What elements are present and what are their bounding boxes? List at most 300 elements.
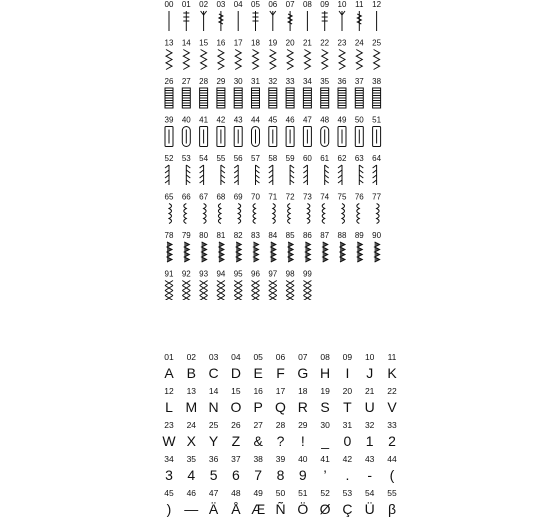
stitch-number: 62	[337, 154, 347, 163]
stitch-number: 23	[337, 38, 347, 48]
stitch-cell	[199, 231, 208, 262]
stitch-number: 03	[216, 0, 226, 9]
stitch-cell	[268, 0, 277, 31]
stitch-number: 12	[372, 0, 382, 9]
stitch-cell	[338, 116, 347, 147]
stitch-number: 00	[164, 0, 174, 9]
alphabet-cell	[253, 454, 263, 483]
stitch-number: 35	[320, 77, 330, 86]
character-glyph: Ñ	[275, 501, 286, 517]
alphabet-cell	[365, 488, 375, 517]
stitch-number: 06	[268, 0, 278, 9]
stitch-number: 81	[216, 231, 226, 240]
alphabet-cell	[164, 488, 174, 517]
character-number: 52	[320, 488, 330, 498]
character-number: 54	[364, 488, 375, 498]
stitch-number: 25	[372, 38, 382, 48]
stitch-pattern-icon	[219, 11, 223, 31]
stitch-number: 20	[285, 38, 295, 48]
stitch-cell	[182, 270, 191, 301]
alphabet-cell	[187, 454, 197, 483]
character-glyph: G	[297, 365, 309, 381]
character-glyph: )	[166, 501, 172, 517]
stitch-pattern-icon	[339, 50, 345, 70]
character-number: 50	[275, 488, 286, 498]
stitch-cell	[268, 154, 277, 185]
character-number: 13	[186, 386, 197, 396]
alphabet-cell	[209, 352, 219, 381]
character-number: 16	[253, 386, 263, 396]
stitch-cell	[355, 154, 364, 185]
stitch-pattern-icon	[373, 165, 377, 185]
character-glyph: D	[230, 365, 241, 381]
stitch-pattern-icon	[182, 281, 190, 301]
stitch-cell	[355, 77, 364, 108]
stitch-pattern-icon	[303, 165, 307, 185]
character-number: 15	[231, 386, 241, 396]
stitch-cell	[320, 0, 329, 31]
stitch-number: 98	[285, 269, 295, 279]
character-glyph: Æ	[251, 501, 266, 517]
character-glyph: ?	[276, 433, 285, 449]
stitch-pattern-icon	[167, 242, 172, 262]
alphabet-cell	[253, 386, 263, 415]
stitch-number: 84	[268, 231, 278, 240]
stitch-number: 37	[354, 77, 364, 86]
stitch-number: 33	[285, 77, 295, 86]
stitch-number: 36	[337, 77, 347, 86]
stitch-cell	[355, 39, 364, 70]
character-number: 24	[186, 420, 197, 430]
stitch-cell	[182, 116, 191, 147]
stitch-cell	[286, 77, 295, 108]
stitch-number: 73	[302, 192, 312, 202]
alphabet-cell	[387, 386, 397, 415]
character-number: 25	[208, 420, 219, 430]
stitch-cell	[165, 193, 174, 224]
alphabet-cell	[298, 420, 308, 449]
stitch-cell	[320, 231, 329, 262]
character-number: 20	[342, 386, 353, 396]
character-number: 06	[275, 352, 286, 362]
character-glyph: !	[300, 433, 305, 449]
character-glyph: 0	[343, 433, 352, 449]
character-glyph: F	[276, 365, 285, 381]
character-number: 39	[275, 454, 286, 464]
stitch-pattern-icon	[200, 88, 208, 108]
stitch-number: 10	[337, 0, 347, 9]
stitch-cell	[165, 116, 174, 147]
alphabet-cell	[298, 454, 308, 483]
stitch-pattern-icon	[323, 242, 328, 262]
stitch-cell	[268, 193, 277, 224]
character-number: 49	[253, 488, 263, 498]
stitch-cell	[234, 154, 243, 185]
alphabet-cell	[231, 454, 241, 483]
stitch-cell	[303, 270, 312, 301]
character-number: 53	[342, 488, 353, 498]
stitch-number: 11	[355, 0, 364, 9]
stitch-number: 15	[199, 38, 209, 48]
character-glyph: 7	[254, 467, 263, 483]
character-glyph: N	[208, 399, 219, 415]
stitch-cell	[372, 77, 381, 108]
character-number: 05	[253, 352, 263, 362]
alphabet-cell	[275, 488, 285, 517]
alphabet-cell	[230, 386, 241, 415]
stitch-number: 52	[164, 154, 174, 163]
character-number: 32	[364, 420, 375, 430]
character-number: 42	[342, 454, 353, 464]
stitch-cell	[268, 231, 277, 262]
stitch-pattern-icon	[234, 281, 242, 301]
character-glyph: 2	[388, 433, 396, 449]
stitch-pattern-icon	[253, 204, 256, 224]
stitch-number: 08	[302, 0, 312, 9]
stitch-cell	[251, 154, 260, 185]
character-number: 37	[231, 454, 241, 464]
character-glyph: ’	[323, 467, 327, 483]
stitch-cell	[199, 270, 208, 301]
stitch-pattern-icon	[183, 11, 189, 31]
character-glyph: β	[387, 501, 397, 517]
stitch-number: 27	[181, 77, 191, 86]
stitch-pattern-icon	[269, 165, 273, 185]
stitch-number: 46	[285, 115, 295, 125]
character-glyph: 5	[209, 467, 218, 483]
alphabet-cell	[276, 352, 286, 381]
stitch-number: 68	[216, 192, 226, 202]
stitch-cell	[303, 193, 312, 224]
character-glyph: R	[297, 399, 308, 415]
character-glyph: 8	[276, 467, 285, 483]
alphabet-cell	[365, 454, 375, 483]
alphabet-cell	[343, 420, 353, 449]
character-number: 34	[164, 454, 174, 464]
alphabet-character-chart	[158, 351, 403, 517]
stitch-number: 64	[372, 154, 382, 163]
stitch-pattern-icon	[290, 165, 294, 185]
stitch-number: 86	[302, 231, 312, 240]
stitch-pattern-icon	[322, 204, 325, 224]
stitch-pattern-icon	[286, 127, 294, 147]
stitch-number: 74	[320, 192, 330, 202]
character-number: 23	[164, 420, 174, 430]
character-number: 12	[164, 386, 174, 396]
stitch-pattern-icon	[236, 242, 241, 262]
stitch-cell	[320, 154, 329, 185]
character-glyph: H	[320, 365, 331, 381]
stitch-pattern-icon	[219, 242, 224, 262]
stitch-pattern-icon	[286, 281, 294, 301]
stitch-pattern-icon	[169, 204, 172, 224]
character-glyph: 6	[232, 467, 240, 483]
stitch-cell	[338, 193, 347, 224]
stitch-number: 18	[251, 38, 260, 48]
stitch-cell	[216, 77, 225, 108]
stitch-pattern-icon	[340, 242, 345, 262]
alphabet-cell	[164, 454, 174, 483]
alphabet-cell	[164, 352, 174, 381]
stitch-number: 48	[320, 115, 330, 125]
stitch-pattern-icon	[374, 50, 380, 70]
stitch-pattern-icon	[235, 50, 241, 70]
character-number: 17	[275, 386, 286, 396]
stitch-cell	[234, 39, 243, 70]
alphabet-cell	[320, 420, 330, 449]
stitch-cell	[165, 77, 174, 108]
stitch-cell	[216, 0, 225, 31]
stitch-number: 56	[233, 154, 243, 163]
stitch-pattern-icon	[234, 88, 242, 108]
stitch-number: 67	[199, 192, 209, 202]
stitch-pattern-icon	[357, 204, 360, 224]
stitch-number: 63	[354, 154, 364, 163]
alphabet-cell	[162, 420, 176, 449]
character-glyph: P	[253, 399, 263, 415]
character-glyph: W	[162, 433, 176, 449]
stitch-cell	[182, 231, 191, 262]
stitch-pattern-icon	[165, 281, 173, 301]
stitch-cell	[372, 154, 381, 185]
alphabet-cell	[275, 386, 286, 415]
character-glyph: 1	[365, 433, 374, 449]
stitch-cell	[199, 39, 208, 70]
stitch-number: 82	[233, 231, 243, 240]
character-number: 43	[364, 454, 375, 464]
stitch-pattern-icon	[325, 165, 329, 185]
character-glyph: O	[230, 399, 242, 415]
stitch-number: 91	[164, 269, 174, 279]
stitch-pattern-icon	[270, 50, 276, 70]
character-number: 44	[387, 454, 397, 464]
stitch-number: 55	[216, 154, 226, 163]
character-number: 45	[164, 488, 174, 498]
stitch-number: 75	[337, 192, 347, 202]
stitch-cell	[338, 77, 347, 108]
stitch-number: 93	[199, 269, 209, 279]
stitch-cell	[372, 231, 381, 262]
stitch-cell	[216, 154, 225, 185]
stitch-pattern-icon	[322, 11, 328, 31]
character-glyph: Q	[275, 399, 286, 415]
stitch-pattern-icon	[342, 204, 345, 224]
stitch-pattern-icon	[359, 165, 363, 185]
stitch-cell	[234, 0, 243, 31]
stitch-number: 05	[251, 0, 260, 9]
stitch-pattern-icon	[373, 88, 381, 108]
stitch-pattern-icon	[286, 88, 294, 108]
stitch-pattern-icon	[273, 204, 276, 224]
character-number: 26	[231, 420, 241, 430]
stitch-number: 49	[337, 115, 347, 125]
character-glyph: U	[364, 399, 375, 415]
stitch-cell	[320, 39, 329, 70]
character-glyph: -	[367, 467, 373, 483]
alphabet-cell	[209, 454, 219, 483]
stitch-number: 43	[233, 115, 243, 125]
stitch-number: 09	[320, 0, 330, 9]
character-glyph: E	[253, 365, 263, 381]
stitch-pattern-icon	[338, 165, 342, 185]
stitch-number: 95	[233, 269, 243, 279]
character-number: 27	[253, 420, 263, 430]
stitch-number: 02	[199, 0, 209, 9]
stitch-cell	[199, 0, 208, 31]
stitch-cell	[286, 0, 295, 31]
stitch-cell	[338, 154, 347, 185]
stitch-number: 28	[199, 77, 209, 86]
character-glyph: J	[366, 365, 374, 381]
character-number: 35	[186, 454, 197, 464]
character-number: 21	[364, 386, 375, 396]
stitch-pattern-icon	[321, 127, 329, 147]
stitch-cell	[303, 0, 312, 31]
stitch-number: 99	[302, 269, 312, 279]
stitch-pattern-icon	[270, 11, 276, 31]
character-number: 31	[342, 420, 353, 430]
stitch-cell	[234, 270, 243, 301]
stitch-number: 76	[354, 192, 364, 202]
alphabet-cell	[276, 420, 286, 449]
stitch-number: 54	[199, 154, 209, 163]
stitch-number: 22	[320, 38, 330, 48]
stitch-cell	[355, 193, 364, 224]
stitch-number: 70	[251, 192, 260, 202]
stitch-pattern-icon	[184, 204, 187, 224]
stitch-number: 16	[216, 38, 226, 48]
stitch-cell	[182, 0, 191, 31]
alphabet-cell	[209, 420, 219, 449]
character-number: 07	[298, 352, 308, 362]
stitch-pattern-icon	[355, 127, 363, 147]
stitch-cell	[268, 270, 277, 301]
character-glyph: S	[320, 399, 330, 415]
stitch-pattern-icon	[200, 127, 208, 147]
stitch-pattern-icon	[182, 88, 190, 108]
stitch-pattern-icon	[165, 127, 173, 147]
character-number: 33	[387, 420, 397, 430]
character-glyph: L	[165, 399, 173, 415]
stitch-number: 87	[320, 231, 330, 240]
stitch-number: 50	[354, 115, 364, 125]
alphabet-cell	[387, 454, 397, 483]
alphabet-cell	[231, 420, 241, 449]
stitch-pattern-icon	[322, 50, 328, 70]
stitch-cell	[182, 39, 191, 70]
stitch-cell	[355, 0, 364, 31]
stitch-cell	[303, 116, 312, 147]
stitch-pattern-icon	[165, 165, 169, 185]
stitch-pattern-icon	[253, 11, 259, 31]
stitch-number: 97	[268, 269, 278, 279]
character-glyph: Ä	[208, 501, 219, 517]
stitch-cell	[303, 39, 312, 70]
stitch-pattern-icon	[200, 281, 208, 301]
character-glyph: Ç	[342, 501, 353, 517]
alphabet-cell	[209, 488, 219, 517]
character-number: 55	[387, 488, 397, 498]
alphabet-cell	[387, 352, 397, 381]
stitch-cell	[216, 231, 225, 262]
stitch-cell	[286, 154, 295, 185]
stitch-pattern-icon	[375, 242, 380, 262]
stitch-pattern-icon	[186, 165, 190, 185]
character-glyph: 4	[187, 467, 196, 483]
stitch-cell	[199, 77, 208, 108]
stitch-cell	[338, 39, 347, 70]
character-glyph: 3	[165, 467, 173, 483]
stitch-cell	[234, 116, 243, 147]
stitch-number: 85	[285, 231, 295, 240]
stitch-cell	[165, 270, 174, 301]
stitch-number: 60	[302, 154, 312, 163]
stitch-number: 61	[320, 154, 330, 163]
stitch-number: 66	[181, 192, 191, 202]
character-glyph: Y	[208, 433, 219, 449]
stitch-pattern-icon	[252, 281, 260, 301]
alphabet-cell	[343, 386, 353, 415]
alphabet-cell	[320, 454, 330, 483]
character-number: 09	[342, 352, 353, 362]
stitch-number: 72	[285, 192, 295, 202]
stitch-pattern-icon	[303, 127, 311, 147]
stitch-pattern-icon	[271, 242, 276, 262]
stitch-pattern-icon	[357, 242, 362, 262]
alphabet-cell	[164, 386, 174, 415]
character-number: 36	[208, 454, 219, 464]
stitch-pattern-icon	[355, 88, 363, 108]
stitch-cell	[182, 77, 191, 108]
stitch-pattern-icon	[288, 242, 293, 262]
character-glyph: Ö	[297, 501, 309, 517]
stitch-number: 58	[268, 154, 278, 163]
stitch-number: 24	[354, 38, 364, 48]
character-number: 02	[186, 352, 197, 362]
stitch-pattern-icon	[252, 127, 260, 147]
alphabet-cell	[365, 420, 375, 449]
stitch-number: 40	[181, 115, 191, 125]
character-glyph: .	[345, 467, 350, 483]
stitch-number: 38	[372, 77, 382, 86]
stitch-number: 83	[251, 231, 260, 240]
stitch-number: 01	[181, 0, 191, 9]
stitch-pattern-icon	[356, 50, 362, 70]
stitch-number: 88	[337, 231, 347, 240]
character-number: 41	[320, 454, 330, 464]
stitch-cell	[286, 231, 295, 262]
character-number: 47	[208, 488, 219, 498]
stitch-pattern-icon	[307, 204, 310, 224]
stitch-number: 26	[164, 77, 174, 86]
character-number: 30	[320, 420, 330, 430]
alphabet-cell	[276, 454, 286, 483]
character-glyph: Å	[231, 501, 241, 517]
alphabet-cell	[187, 352, 197, 381]
stitch-number: 34	[302, 77, 312, 86]
stitch-pattern-chart	[155, 0, 405, 300]
stitch-pattern-icon	[253, 50, 259, 70]
character-number: 51	[298, 488, 308, 498]
stitch-pattern-icon	[252, 88, 260, 108]
stitch-number: 80	[199, 231, 209, 240]
stitch-pattern-icon	[217, 88, 225, 108]
alphabet-cell	[298, 386, 308, 415]
stitch-pattern-icon	[204, 204, 207, 224]
stitch-cell	[251, 0, 260, 31]
stitch-number: 13	[164, 38, 174, 48]
stitch-number: 89	[354, 231, 364, 240]
